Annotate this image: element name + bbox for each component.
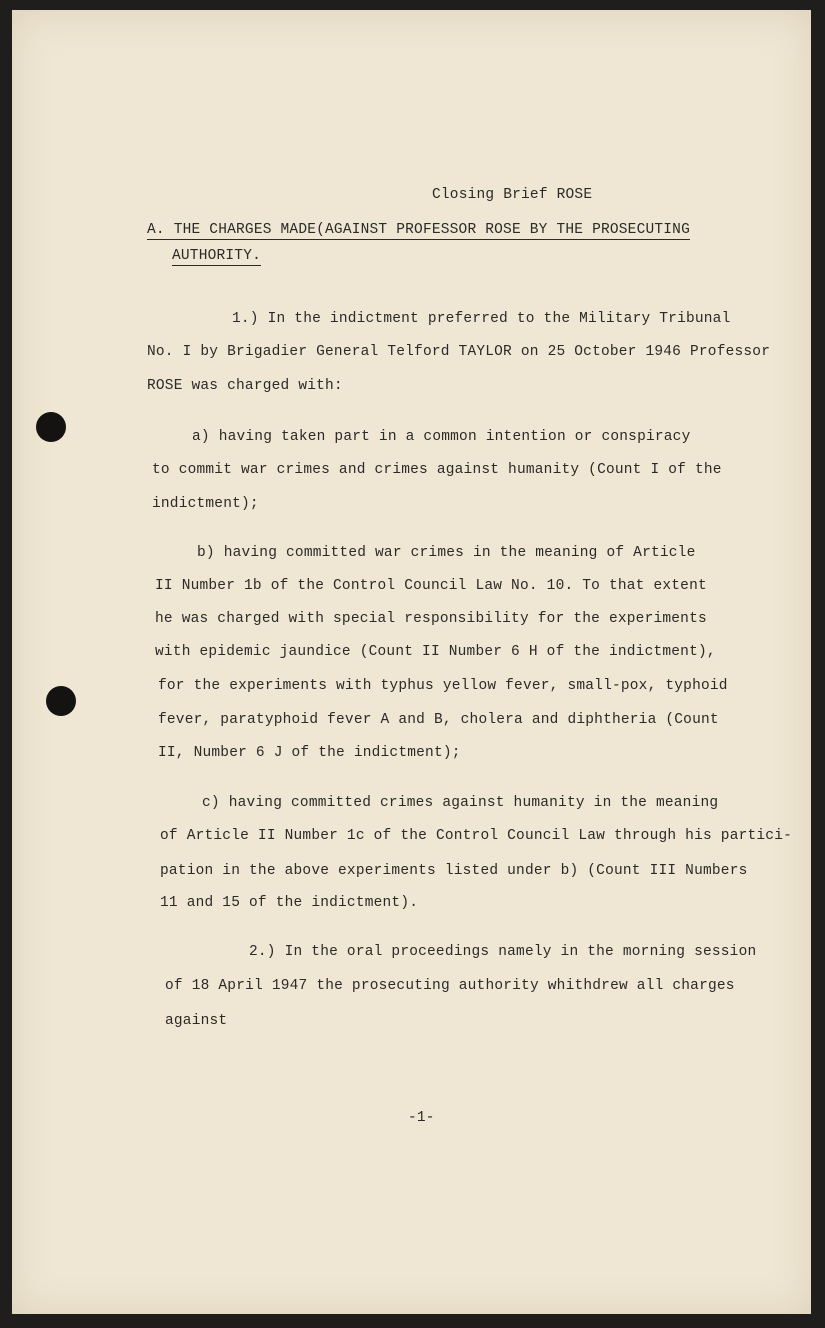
page-number: -1-	[408, 1110, 435, 1126]
item-c-line: c) having committed crimes against humanity in the meaning	[202, 795, 719, 811]
document-page	[12, 10, 811, 1314]
item-a-line: a) having taken part in a common intention or conspiracy	[192, 429, 691, 445]
item-a-line: to commit war crimes and crimes against humanity (Count I of the	[152, 462, 722, 478]
item-a-line: indictment);	[152, 496, 259, 512]
item-c-line: pation in the above experiments listed under b) (Count III Numbers	[160, 863, 748, 879]
item-b-line: II, Number 6 J of the indictment);	[158, 745, 461, 761]
punch-hole	[36, 412, 66, 442]
punch-hole	[46, 686, 76, 716]
item-b-line: for the experiments with typhus yellow fever, small-pox, typhoid	[158, 678, 728, 694]
paragraph-2-line: 2.) In the oral proceedings namely in the morning session	[249, 944, 757, 960]
paragraph-1-line: 1.) In the indictment preferred to the Military Tribunal	[232, 311, 731, 327]
paragraph-2-line: against	[165, 1013, 228, 1029]
item-b-line: II Number 1b of the Control Council Law No. 10. To that extent	[155, 578, 707, 594]
paragraph-2-line: of 18 April 1947 the prosecuting authority whithdrew all charges	[165, 978, 735, 994]
item-b-line: fever, paratyphoid fever A and B, cholera and diphtheria (Count	[158, 712, 719, 728]
paragraph-1-line: ROSE was charged with:	[147, 378, 343, 394]
item-b-line: with epidemic jaundice (Count II Number 6 H of the indictment),	[155, 644, 716, 660]
paragraph-1-line: No. I by Brigadier General Telford TAYLOR on 25 October 1946 Professor	[147, 344, 771, 360]
item-b-line: b) having committed war crimes in the meaning of Article	[197, 545, 696, 561]
section-title-line-1: A. THE CHARGES MADE(AGAINST PROFESSOR ROSE BY THE PROSECUTING	[147, 222, 690, 238]
section-title-line-2: AUTHORITY.	[172, 248, 262, 264]
item-c-line: of Article II Number 1c of the Control Council Law through his partici-	[160, 828, 793, 844]
item-b-line: he was charged with special responsibility for the experiments	[155, 611, 707, 627]
document-header: Closing Brief ROSE	[432, 187, 593, 203]
item-c-line: 11 and 15 of the indictment).	[160, 895, 419, 911]
